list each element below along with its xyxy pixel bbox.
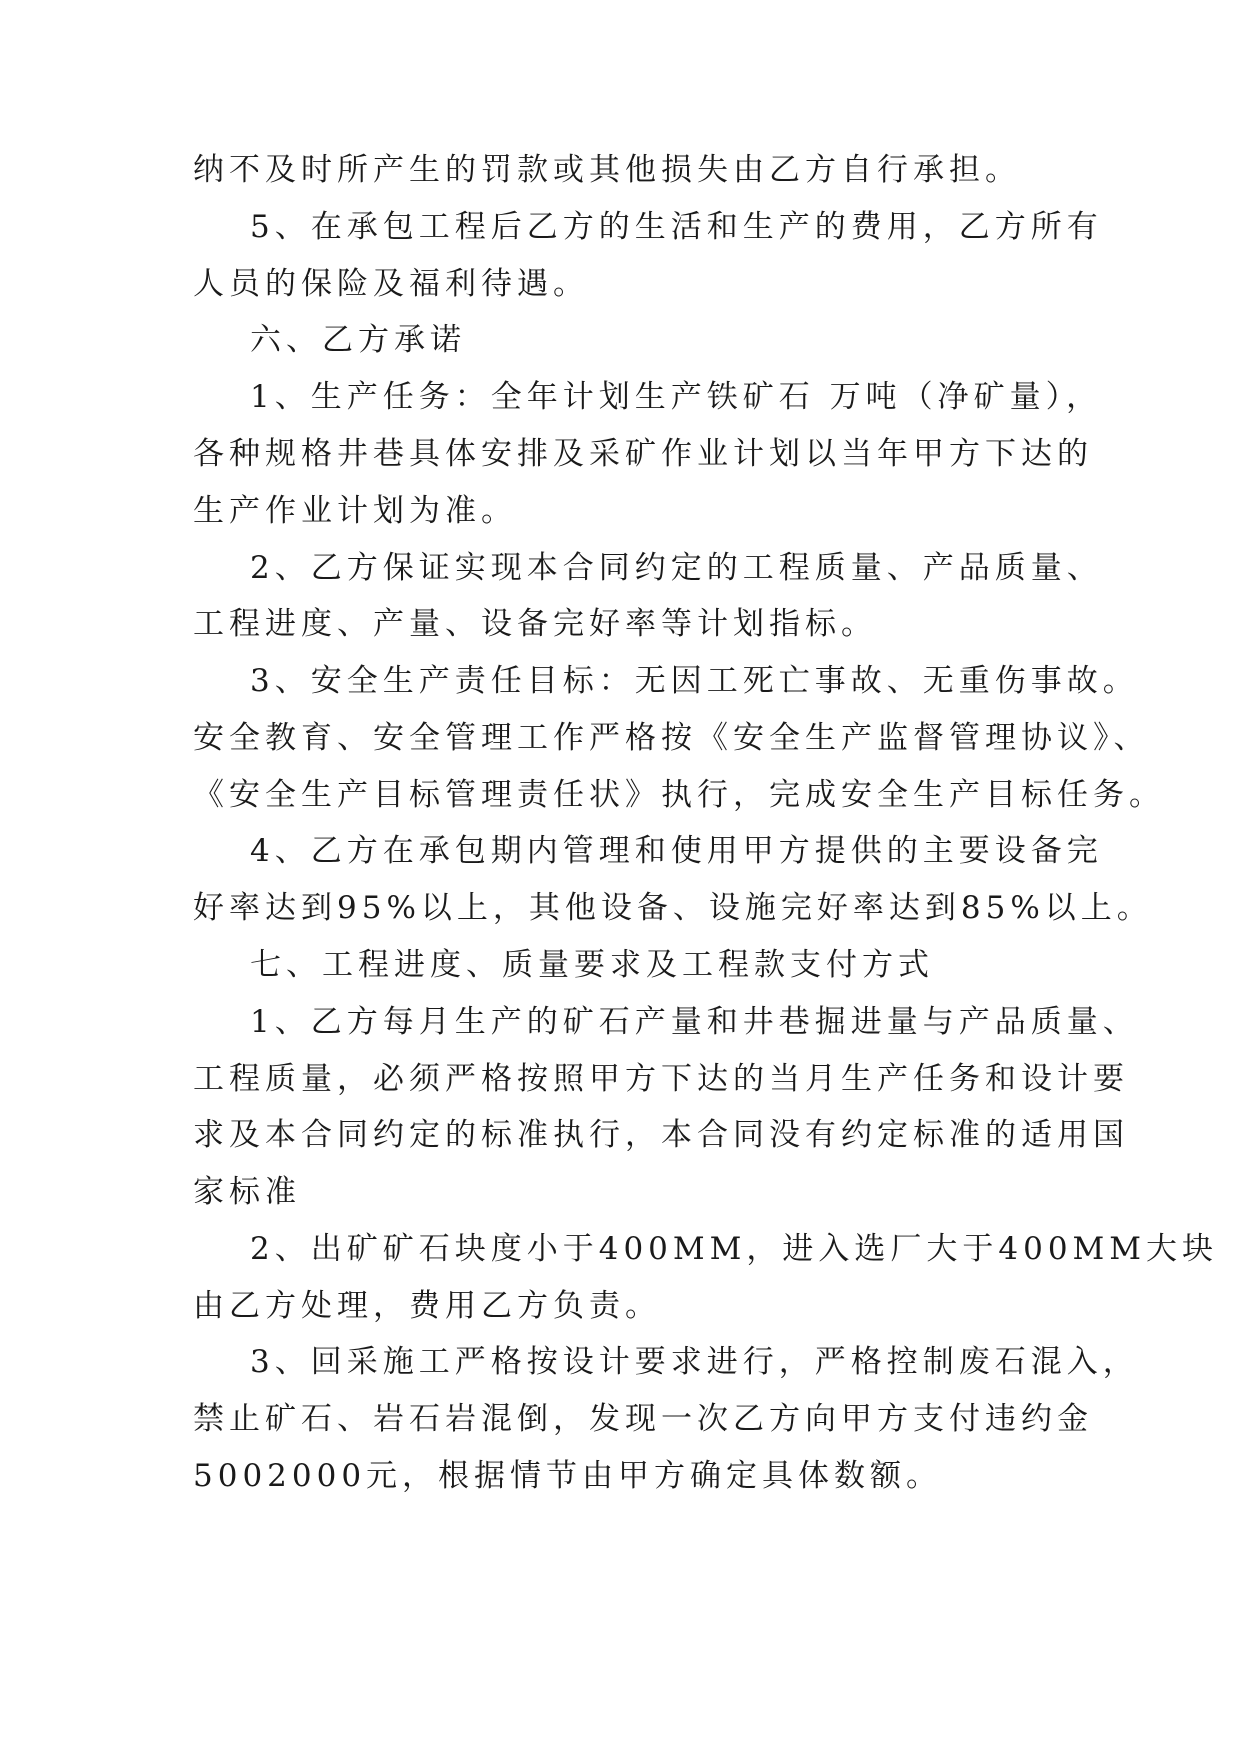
text-line: 《安全生产目标管理责任状》执行，完成安全生产目标任务。 xyxy=(193,777,1165,813)
text-line: 2、出矿矿石块度小于400MM，进入选厂大于400MM大块 xyxy=(250,1231,1219,1267)
text-line: 5002000元，根据情节由甲方确定具体数额。 xyxy=(193,1458,943,1494)
text-line: 生产作业计划为准。 xyxy=(193,493,517,529)
text-line: 工程进度、产量、设备完好率等计划指标。 xyxy=(193,606,877,642)
text-line: 家标准 xyxy=(193,1174,301,1210)
section-heading: 七、工程进度、质量要求及工程款支付方式 xyxy=(250,947,934,983)
text-line: 1、乙方每月生产的矿石产量和井巷掘进量与产品质量、 xyxy=(250,1004,1139,1040)
text-line: 安全教育、安全管理工作严格按《安全生产监督管理协议》、 xyxy=(193,720,1150,756)
text-line: 各种规格井巷具体安排及采矿作业计划以当年甲方下达的 xyxy=(193,436,1093,472)
text-line: 求及本合同约定的标准执行，本合同没有约定标准的适用国 xyxy=(193,1117,1129,1153)
text-line: 3、回采施工严格按设计要求进行，严格控制废石混入， xyxy=(250,1344,1139,1380)
text-line: 纳不及时所产生的罚款或其他损失由乙方自行承担。 xyxy=(193,152,1021,188)
text-line: 好率达到95%以上，其他设备、设施完好率达到85%以上。 xyxy=(193,890,1153,926)
text-line: 由乙方处理，费用乙方负责。 xyxy=(193,1288,661,1324)
text-line: 2、乙方保证实现本合同约定的工程质量、产品质量、 xyxy=(250,550,1103,586)
text-line: 1、生产任务：全年计划生产铁矿石 万吨（净矿量）， xyxy=(250,379,1103,415)
text-line: 工程质量，必须严格按照甲方下达的当月生产任务和设计要 xyxy=(193,1061,1129,1097)
text-line: 禁止矿石、岩石岩混倒，发现一次乙方向甲方支付违约金 xyxy=(193,1401,1093,1437)
text-line: 人员的保险及福利待遇。 xyxy=(193,266,589,302)
text-line: 5、在承包工程后乙方的生活和生产的费用，乙方所有 xyxy=(250,209,1103,245)
text-line: 4、乙方在承包期内管理和使用甲方提供的主要设备完 xyxy=(250,833,1103,869)
section-heading: 六、乙方承诺 xyxy=(250,322,466,358)
text-line: 3、安全生产责任目标：无因工死亡事故、无重伤事故。 xyxy=(250,663,1139,699)
